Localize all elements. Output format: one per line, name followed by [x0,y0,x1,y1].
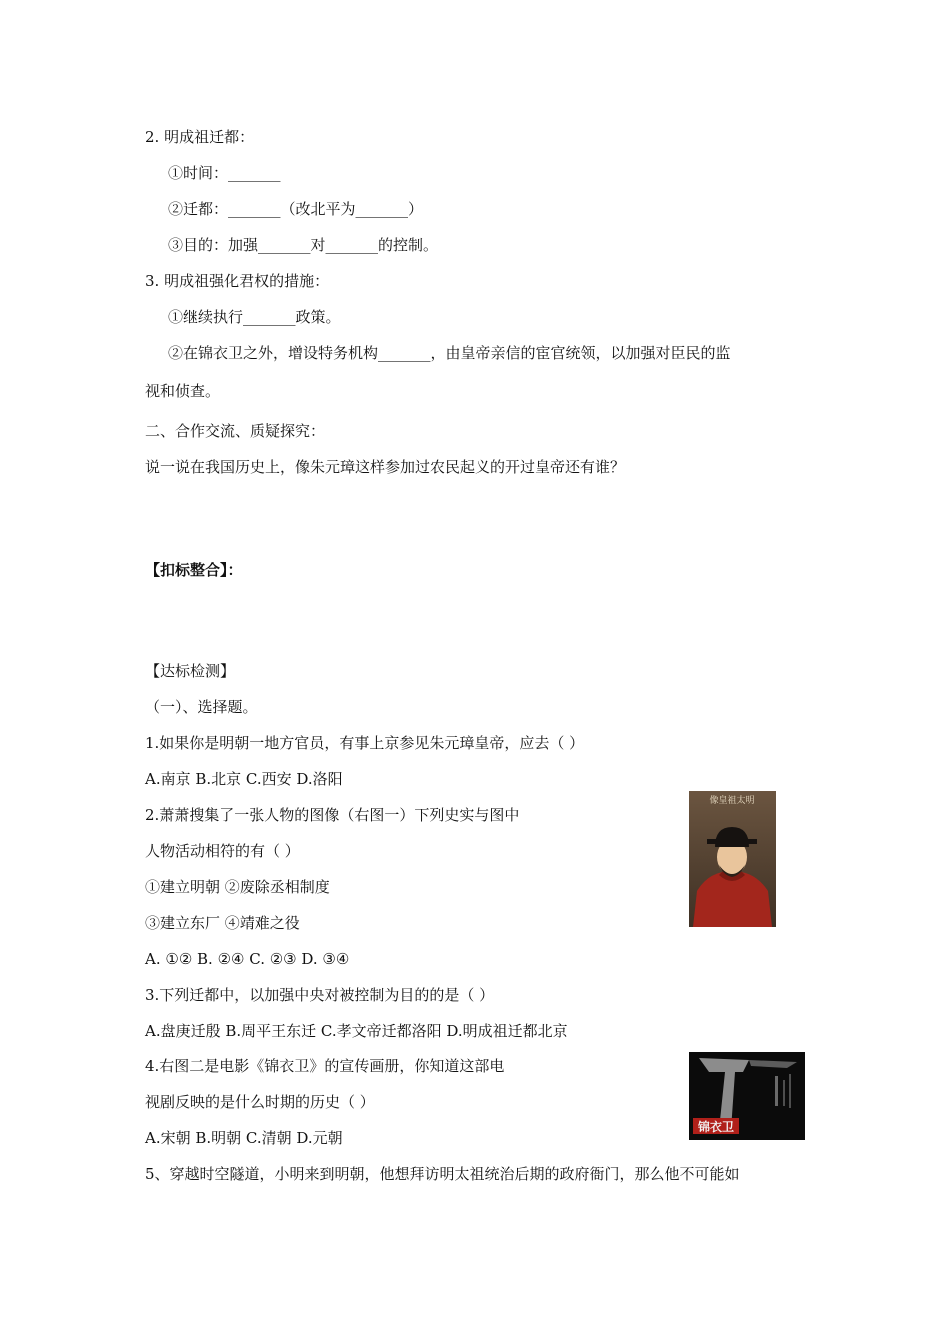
question-1-options: A.南京 B.北京 C.西安 D.洛阳 [145,770,343,788]
q3-measure-2-cont: 视和侦查。 [145,382,221,400]
test-heading: 【达标检测】 [145,662,236,680]
q2-goal: ③目的：加强_______对_______的控制。 [168,236,439,254]
question-2-items-1: ①建立明朝 ②废除丞相制度 [145,878,330,896]
q3-title: 3. 明成祖强化君权的措施： [145,272,330,290]
ming-emperor-portrait-image [689,791,776,927]
question-4-options: A.宋朝 B.明朝 C.清朝 D.元朝 [145,1129,343,1147]
movie-poster-image [689,1052,805,1140]
q2-time: ①时间：_______ [168,164,281,182]
question-3-options: A.盘庚迁殷 B.周平王东迁 C.孝文帝迁都洛阳 D.明成祖迁都北京 [145,1022,568,1040]
question-4-line-2: 视剧反映的是什么时期的历史（ ） [145,1093,375,1111]
integration-heading: 【扣标整合】： [145,561,243,579]
question-2-line-2: 人物活动相符的有（ ） [145,842,300,860]
question-5: 5、穿越时空隧道，小明来到明朝，他想拜访明太祖统治后期的政府衙门，那么他不可能如 [145,1165,740,1183]
q3-measure-1: ①继续执行_______政策。 [168,308,341,326]
q2-title: 2. 明成祖迁都： [145,128,255,146]
portrait-caption: 像皇祖太明 [709,796,755,806]
question-2-items-2: ③建立东厂 ④靖难之役 [145,914,300,932]
cooperation-question: 说一说在我国历史上，像朱元璋这样参加过农民起义的开过皇帝还有谁？ [145,458,626,476]
question-4-line-1: 4.右图二是电影《锦衣卫》的宣传画册，你知道这部电 [145,1057,505,1075]
cooperation-heading: 二、合作交流、质疑探究： [145,422,326,440]
question-2-line-1: 2.萧萧搜集了一张人物的图像（右图一）下列史实与图中 [145,806,520,824]
question-3: 3.下列迁都中，以加强中央对被控制为目的的是（ ） [145,986,495,1004]
test-subheading: （一）、选择题。 [145,698,258,716]
question-1: 1.如果你是明朝一地方官员，有事上京参见朱元璋皇帝，应去（ ） [145,734,585,752]
q2-move: ②迁都：_______（改北平为_______） [168,200,424,218]
poster-title: 锦衣卫 [697,1120,735,1134]
question-2-options: A. ①② B. ②④ C. ②③ D. ③④ [145,950,350,968]
q3-measure-2: ②在锦衣卫之外，增设特务机构_______，由皇帝亲信的宦官统领，以加强对臣民的监 [168,344,731,362]
